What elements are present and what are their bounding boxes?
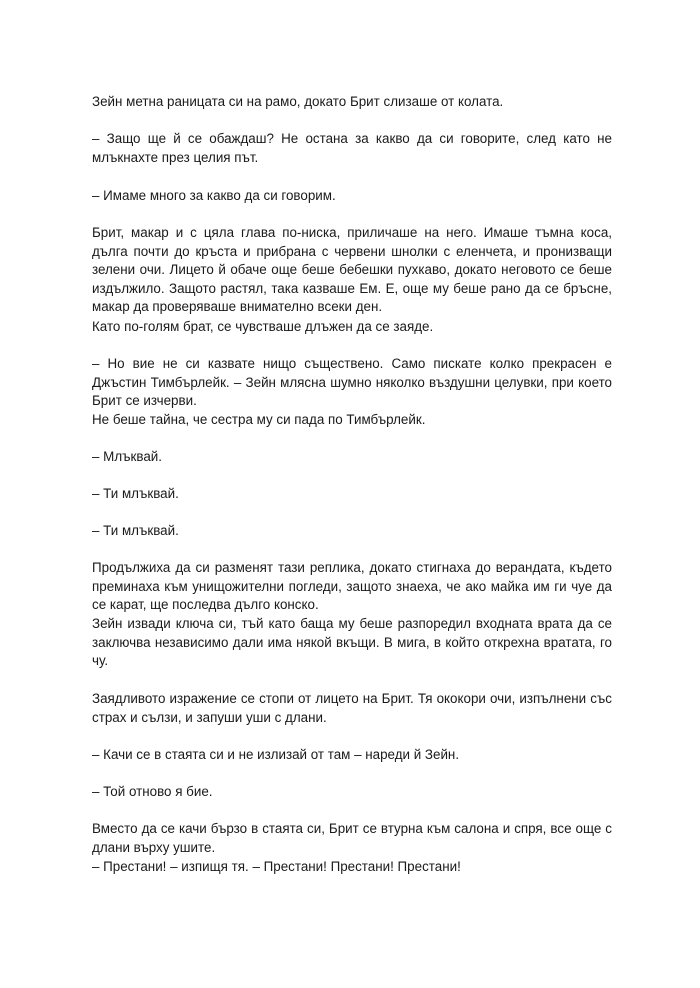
paragraph: – Имаме много за какво да си говорим. [92,188,336,203]
paragraph: Брит, макар и с цяла глава по-ниска, приличаше на него. Имаше тъмна коса, дълга почти до кръста и прибрана с червени шнолки с еленчета, и пронизващи зелени очи. Лицето й обаче още беше бебешки пухкаво, докато неговото се беше издължило. Защото растял, така казваше Ем. Е, още му беше рано да се бръсне, макар да проверяваше внимателно всеки ден. [92,225,612,315]
paragraph: – Но вие не си казвате нищо съществено. Само пискате колко прекрасен е Джъстин Тимбърлейк. – Зейн млясна шумно няколко въздушни целувки, при което Брит се изчерви. [92,356,612,409]
paragraph: Зейн извади ключа си, тъй като баща му беше разпоредил входната врата да се заключва независимо дали има някой вкъщи. В мига, в който открехна вратата, го чу. [92,616,612,669]
paragraph: Като по-голям брат, се чувстваше длъжен да се заяде. [92,319,434,334]
paragraph: – Качи се в стаята си и не излизай от там – нареди й Зейн. [92,747,460,762]
paragraph: Продължиха да си разменят тази реплика, докато стигнаха до верандата, където преминаха към унищожителни погледи, защото знаеха, че ако майка им ги чуе да се карат, ще последва дълго конско. [92,560,612,613]
paragraph: Заядливото изражение се стопи от лицето на Брит. Тя ококори очи, изпълнени със страх и сълзи, и запуши уши с длани. [92,691,612,725]
paragraph: Зейн метна раницата си на рамо, докато Брит слизаше от колата. [92,94,504,109]
paragraph: – Ти млъквай. [92,486,179,501]
paragraph: – Той отново я бие. [92,784,213,799]
paragraph: – Млъквай. [92,449,162,464]
paragraph: – Защо ще й се обаждаш? Не остана за какво да си говорите, след като не млъкнахте през целия път. [92,131,612,165]
paragraph: – Престани! – изпищя тя. – Престани! Престани! Престани! [92,859,461,874]
paragraph: Не беше тайна, че сестра му си пада по Тимбърлейк. [92,412,426,427]
paragraph: Вместо да се качи бързо в стаята си, Брит се втурна към салона и спря, все още с длани върху ушите. [92,821,612,855]
paragraph: – Ти млъквай. [92,523,179,538]
